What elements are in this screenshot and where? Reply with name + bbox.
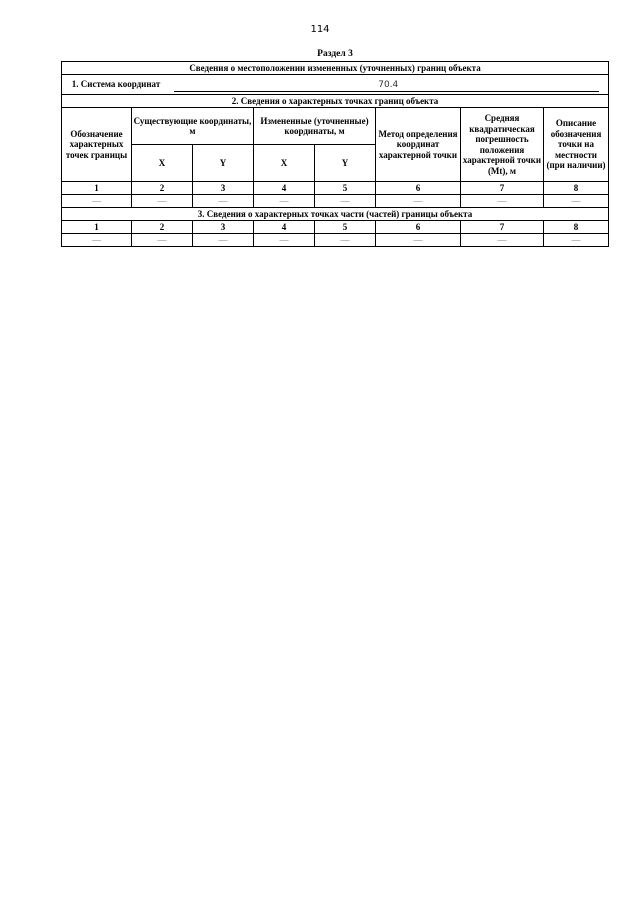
col-description-header: Описание обозначения точки на местности (при наличии) [544,108,609,182]
empty-cell: — [254,234,315,247]
col-changed-x-header: X [254,145,315,182]
empty-cell: — [461,195,544,208]
empty-cell: — [315,195,376,208]
boundary-table [61,61,609,247]
empty-cell: — [193,234,254,247]
col-number: 6 [376,221,461,234]
section2-title: 2. Сведения о характерных точках границ объекта [62,95,609,108]
col-existing-x-header: X [132,145,193,182]
col-number: 1 [62,221,132,234]
empty-cell: — [315,234,376,247]
empty-cell: — [376,195,461,208]
empty-cell: — [62,195,132,208]
empty-cell: — [62,234,132,247]
col-number: 7 [461,182,544,195]
col-error-header: Средняя квадратическая погрешность положения характерной точки (Mt), м [461,108,544,182]
coordinate-system-row [62,75,609,95]
empty-cell: — [544,195,609,208]
col-number: 3 [193,221,254,234]
section2-number-row [62,182,609,195]
col-number: 4 [254,182,315,195]
section3-title: 3. Сведения о характерных точках части (частей) границы объекта [62,208,609,221]
empty-cell: — [544,234,609,247]
col-number: 7 [461,221,544,234]
col-number: 5 [315,221,376,234]
col-designation-header: Обозначение характерных точек границы [62,108,132,182]
empty-cell: — [461,234,544,247]
page-number: 114 [310,24,330,35]
col-existing-header: Существующие координаты, м [132,108,254,145]
col-number: 2 [132,221,193,234]
empty-cell: — [376,234,461,247]
empty-cell: — [132,195,193,208]
col-number: 4 [254,221,315,234]
coordinate-system-value: 70.4 [378,79,399,90]
col-number: 3 [193,182,254,195]
section-title: Раздел 3 [317,49,353,59]
col-number: 8 [544,221,609,234]
col-changed-y-header: Y [315,145,376,182]
empty-cell: — [132,234,193,247]
coordinate-system-field [174,79,599,92]
col-method-header: Метод определения координат характерной точки [376,108,461,182]
section3-number-row [62,221,609,234]
col-number: 8 [544,182,609,195]
col-existing-y-header: Y [193,145,254,182]
col-number: 5 [315,182,376,195]
table-header: Сведения о местоположении измененных (уточненных) границ объекта [62,62,609,75]
col-number: 2 [132,182,193,195]
empty-cell: — [193,195,254,208]
col-number: 6 [376,182,461,195]
table-row [62,234,609,247]
col-number: 1 [62,182,132,195]
empty-cell: — [254,195,315,208]
table-row [62,195,609,208]
coordinate-system-label: 1. Система координат [71,78,161,89]
col-changed-header: Измененные (уточненные) координаты, м [254,108,376,145]
